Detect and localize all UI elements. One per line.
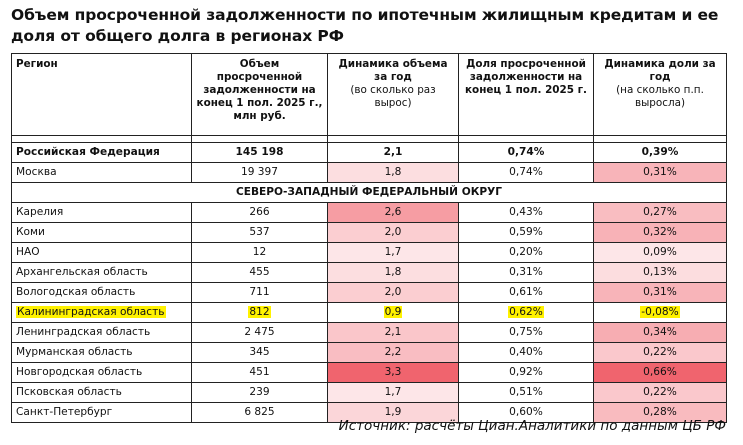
highlight-mark: 812 bbox=[249, 306, 270, 318]
table-row bbox=[12, 263, 727, 283]
cell-region: Новгородская область bbox=[12, 363, 192, 383]
highlight-mark: Калининградская область bbox=[17, 306, 165, 318]
cell-region: НАО bbox=[12, 243, 192, 263]
cell-share-dyn: 0,22% bbox=[594, 383, 727, 403]
moscow-region: Москва bbox=[12, 163, 192, 183]
cell-share-dyn: 0,13% bbox=[594, 263, 727, 283]
cell-region: Мурманская область bbox=[12, 343, 192, 363]
header-share-dyn bbox=[594, 54, 727, 136]
cell-volume: 2 475 bbox=[192, 323, 328, 343]
cell-share: 0,40% bbox=[459, 343, 594, 363]
cell-region: Карелия bbox=[12, 203, 192, 223]
rf-share: 0,74% bbox=[459, 143, 594, 163]
table-row bbox=[12, 303, 727, 323]
header-volume-dyn-sub: (во сколько раз вырос) bbox=[350, 84, 436, 109]
cell-region: Псковская область bbox=[12, 383, 192, 403]
rf-volume-dyn: 2,1 bbox=[328, 143, 459, 163]
header-region: Регион bbox=[12, 54, 192, 136]
cell-volume: 451 bbox=[192, 363, 328, 383]
highlight-mark: -0,08% bbox=[641, 306, 679, 318]
cell-volume: 239 bbox=[192, 383, 328, 403]
cell-volume-dyn: 2,0 bbox=[328, 223, 459, 243]
header-share-dyn-label: Динамика доли за год bbox=[604, 58, 716, 83]
cell-volume-dyn: 1,9 bbox=[328, 403, 459, 423]
cell-share-dyn bbox=[594, 303, 727, 323]
moscow-share: 0,74% bbox=[459, 163, 594, 183]
cell-share: 0,31% bbox=[459, 263, 594, 283]
cell-volume: 6 825 bbox=[192, 403, 328, 423]
cell-volume-dyn: 1,7 bbox=[328, 383, 459, 403]
cell-volume-dyn: 2,2 bbox=[328, 343, 459, 363]
table-row bbox=[12, 383, 727, 403]
cell-share: 0,20% bbox=[459, 243, 594, 263]
cell-volume-dyn: 3,3 bbox=[328, 363, 459, 383]
debt-table bbox=[11, 53, 727, 423]
cell-share: 0,61% bbox=[459, 283, 594, 303]
cell-share: 0,51% bbox=[459, 383, 594, 403]
section-row bbox=[12, 183, 727, 203]
table-row bbox=[12, 223, 727, 243]
table-row bbox=[12, 203, 727, 223]
cell-volume: 711 bbox=[192, 283, 328, 303]
cell-volume: 455 bbox=[192, 263, 328, 283]
rf-volume: 145 198 bbox=[192, 143, 328, 163]
cell-share: 0,59% bbox=[459, 223, 594, 243]
cell-share bbox=[459, 303, 594, 323]
cell-volume-dyn: 2,1 bbox=[328, 323, 459, 343]
header-volume-dyn-label: Динамика объема за год bbox=[338, 58, 448, 83]
cell-volume: 345 bbox=[192, 343, 328, 363]
region-rows bbox=[12, 203, 727, 423]
cell-share-dyn: 0,09% bbox=[594, 243, 727, 263]
cell-volume: 266 bbox=[192, 203, 328, 223]
cell-share: 0,75% bbox=[459, 323, 594, 343]
cell-share: 0,43% bbox=[459, 203, 594, 223]
table-row bbox=[12, 243, 727, 263]
rf-share-dyn: 0,39% bbox=[594, 143, 727, 163]
table-row bbox=[12, 323, 727, 343]
header-row bbox=[12, 54, 727, 136]
cell-region bbox=[12, 303, 192, 323]
moscow-volume-dyn: 1,8 bbox=[328, 163, 459, 183]
moscow-share-dyn: 0,31% bbox=[594, 163, 727, 183]
cell-volume-dyn bbox=[328, 303, 459, 323]
cell-share: 0,92% bbox=[459, 363, 594, 383]
cell-region: Санкт-Петербург bbox=[12, 403, 192, 423]
cell-share-dyn: 0,31% bbox=[594, 283, 727, 303]
cell-share-dyn: 0,22% bbox=[594, 343, 727, 363]
cell-share-dyn: 0,66% bbox=[594, 363, 727, 383]
highlight-mark: 0,62% bbox=[509, 306, 543, 318]
rf-row bbox=[12, 143, 727, 163]
header-share: Доля просроченной задолженности на конец 1 пол. 2025 г. bbox=[459, 54, 594, 136]
cell-volume-dyn: 1,7 bbox=[328, 243, 459, 263]
section-title: СЕВЕРО-ЗАПАДНЫЙ ФЕДЕРАЛЬНЫЙ ОКРУГ bbox=[12, 183, 727, 203]
cell-share-dyn: 0,27% bbox=[594, 203, 727, 223]
cell-region: Архангельская область bbox=[12, 263, 192, 283]
page-title: Объем просроченной задолженности по ипотечным жилищным кредитам и ее доля от общего долга в регионах РФ bbox=[11, 6, 719, 45]
cell-volume bbox=[192, 303, 328, 323]
cell-share: 0,60% bbox=[459, 403, 594, 423]
cell-region: Ленинградская область bbox=[12, 323, 192, 343]
moscow-row bbox=[12, 163, 727, 183]
header-volume-dyn bbox=[328, 54, 459, 136]
table-row bbox=[12, 343, 727, 363]
cell-volume: 12 bbox=[192, 243, 328, 263]
cell-share-dyn: 0,32% bbox=[594, 223, 727, 243]
cell-volume-dyn: 2,6 bbox=[328, 203, 459, 223]
cell-volume-dyn: 2,0 bbox=[328, 283, 459, 303]
cell-share-dyn: 0,28% bbox=[594, 403, 727, 423]
table-row bbox=[12, 283, 727, 303]
table-row bbox=[12, 363, 727, 383]
header-volume: Объем просроченной задолженности на конец 1 пол. 2025 г., млн руб. bbox=[192, 54, 328, 136]
rf-region: Российская Федерация bbox=[12, 143, 192, 163]
cell-region: Вологодская область bbox=[12, 283, 192, 303]
highlight-mark: 0,9 bbox=[384, 306, 402, 318]
spacer-row bbox=[12, 136, 727, 143]
cell-share-dyn: 0,34% bbox=[594, 323, 727, 343]
cell-region: Коми bbox=[12, 223, 192, 243]
cell-volume-dyn: 1,8 bbox=[328, 263, 459, 283]
cell-volume: 537 bbox=[192, 223, 328, 243]
header-share-dyn-sub: (на сколько п.п. выросла) bbox=[616, 84, 704, 109]
moscow-volume: 19 397 bbox=[192, 163, 328, 183]
source-note: Источник: расчёты Циан.Аналитики по данным ЦБ РФ bbox=[338, 418, 726, 434]
